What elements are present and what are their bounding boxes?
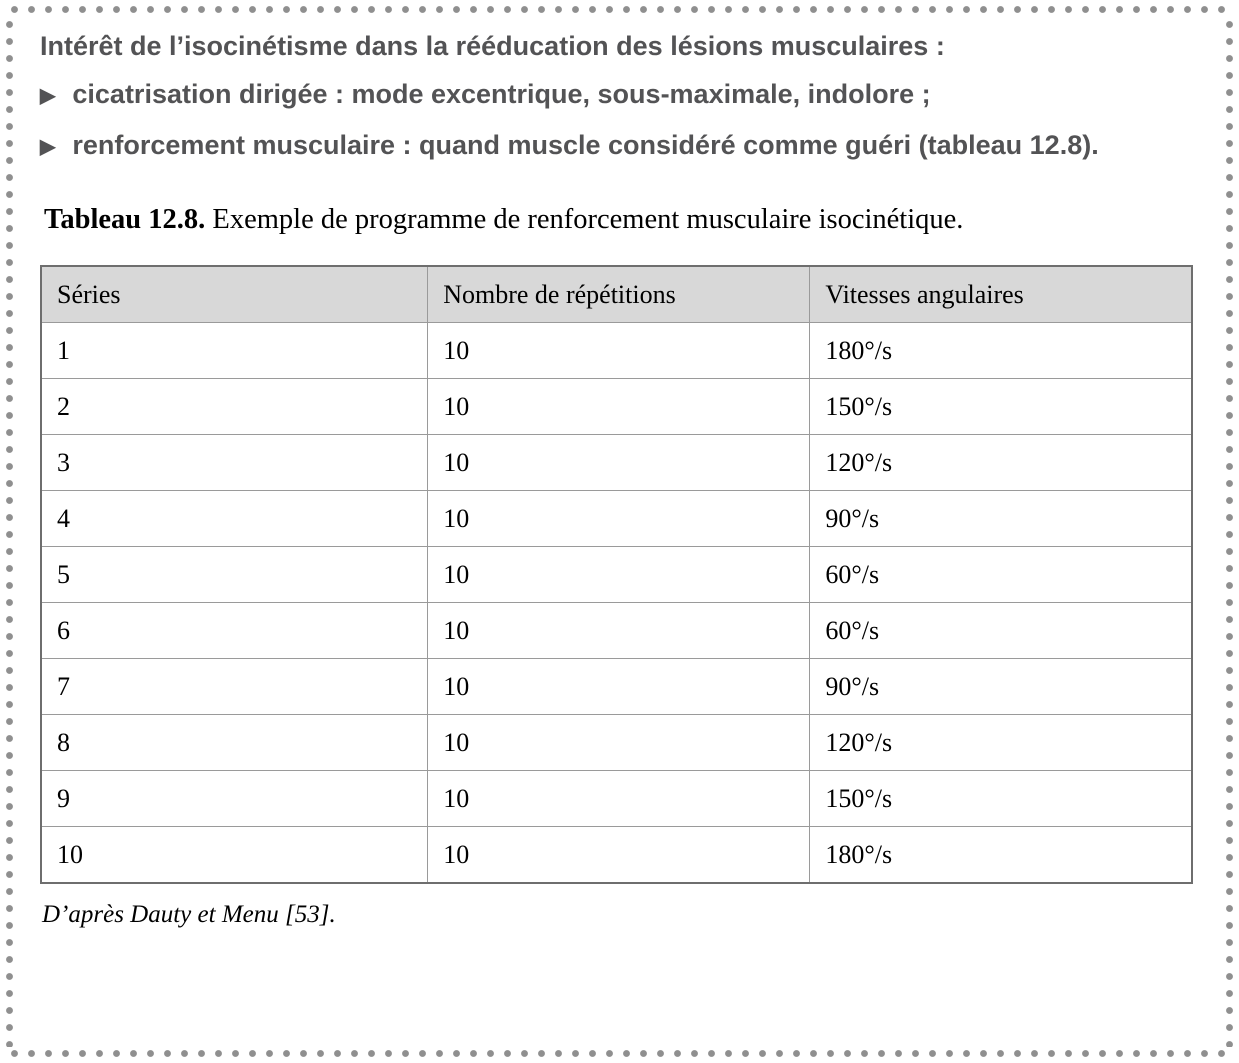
table-row	[41, 659, 1192, 715]
table-cell: 10	[428, 547, 810, 603]
table-cell: 150°/s	[810, 771, 1192, 827]
table-cell: 7	[41, 659, 428, 715]
table-cell: 90°/s	[810, 491, 1192, 547]
table-cell: 10	[428, 827, 810, 884]
bullet-item	[40, 70, 1193, 121]
table-row	[41, 771, 1192, 827]
table-cell: 10	[428, 659, 810, 715]
dotted-border-top	[6, 5, 1233, 14]
triangle-bullet-icon: ▶	[40, 85, 56, 107]
intro-title: Intérêt de l’isocinétisme dans la rééducation des lésions musculaires :	[40, 31, 945, 61]
table-row	[41, 827, 1192, 884]
table-cell: 10	[428, 379, 810, 435]
bullet-item	[40, 121, 1193, 172]
bullet-text: renforcement musculaire : quand muscle considéré comme guéri (tableau 12.8).	[72, 130, 1099, 160]
dotted-border-bottom	[6, 1049, 1233, 1058]
table-cell: 5	[41, 547, 428, 603]
table-caption	[44, 200, 1193, 240]
table-row	[41, 323, 1192, 379]
table-caption-text: Exemple de programme de renforcement musculaire isocinétique.	[205, 204, 964, 235]
column-header-repetitions: Nombre de répétitions	[428, 266, 810, 323]
table-cell: 1	[41, 323, 428, 379]
table-cell: 180°/s	[810, 827, 1192, 884]
dotted-border-right	[1225, 16, 1234, 1047]
table-cell: 2	[41, 379, 428, 435]
table-cell: 10	[428, 491, 810, 547]
table-cell: 6	[41, 603, 428, 659]
table-cell: 10	[428, 603, 810, 659]
isokinetic-program-table	[40, 265, 1193, 884]
table-cell: 4	[41, 491, 428, 547]
table-cell: 10	[428, 715, 810, 771]
table-cell: 3	[41, 435, 428, 491]
table-cell: 60°/s	[810, 547, 1192, 603]
table-cell: 10	[41, 827, 428, 884]
table-cell: 9	[41, 771, 428, 827]
table-cell: 120°/s	[810, 715, 1192, 771]
table-cell: 150°/s	[810, 379, 1192, 435]
table-cell: 90°/s	[810, 659, 1192, 715]
column-header-series: Séries	[41, 266, 428, 323]
dotted-border-left	[5, 16, 14, 1047]
table-cell: 120°/s	[810, 435, 1192, 491]
table-cell: 10	[428, 435, 810, 491]
table-row	[41, 715, 1192, 771]
table-row	[41, 491, 1192, 547]
source-citation: D’après Dauty et Menu [53].	[42, 901, 336, 928]
table-row	[41, 603, 1192, 659]
table-cell: 180°/s	[810, 323, 1192, 379]
table-cell: 8	[41, 715, 428, 771]
triangle-bullet-icon: ▶	[40, 136, 56, 158]
content-area	[40, 22, 1193, 929]
table-row	[41, 435, 1192, 491]
table-caption-label: Tableau 12.8.	[44, 204, 206, 235]
bullet-text: cicatrisation dirigée : mode excentrique, sous-maximale, indolore ;	[72, 79, 931, 109]
column-header-velocities: Vitesses angulaires	[810, 266, 1192, 323]
table-cell: 10	[428, 323, 810, 379]
table-cell: 60°/s	[810, 603, 1192, 659]
table-header-row	[41, 266, 1192, 323]
intro-block	[40, 22, 1193, 172]
table-row	[41, 547, 1192, 603]
table-cell: 10	[428, 771, 810, 827]
table-row	[41, 379, 1192, 435]
